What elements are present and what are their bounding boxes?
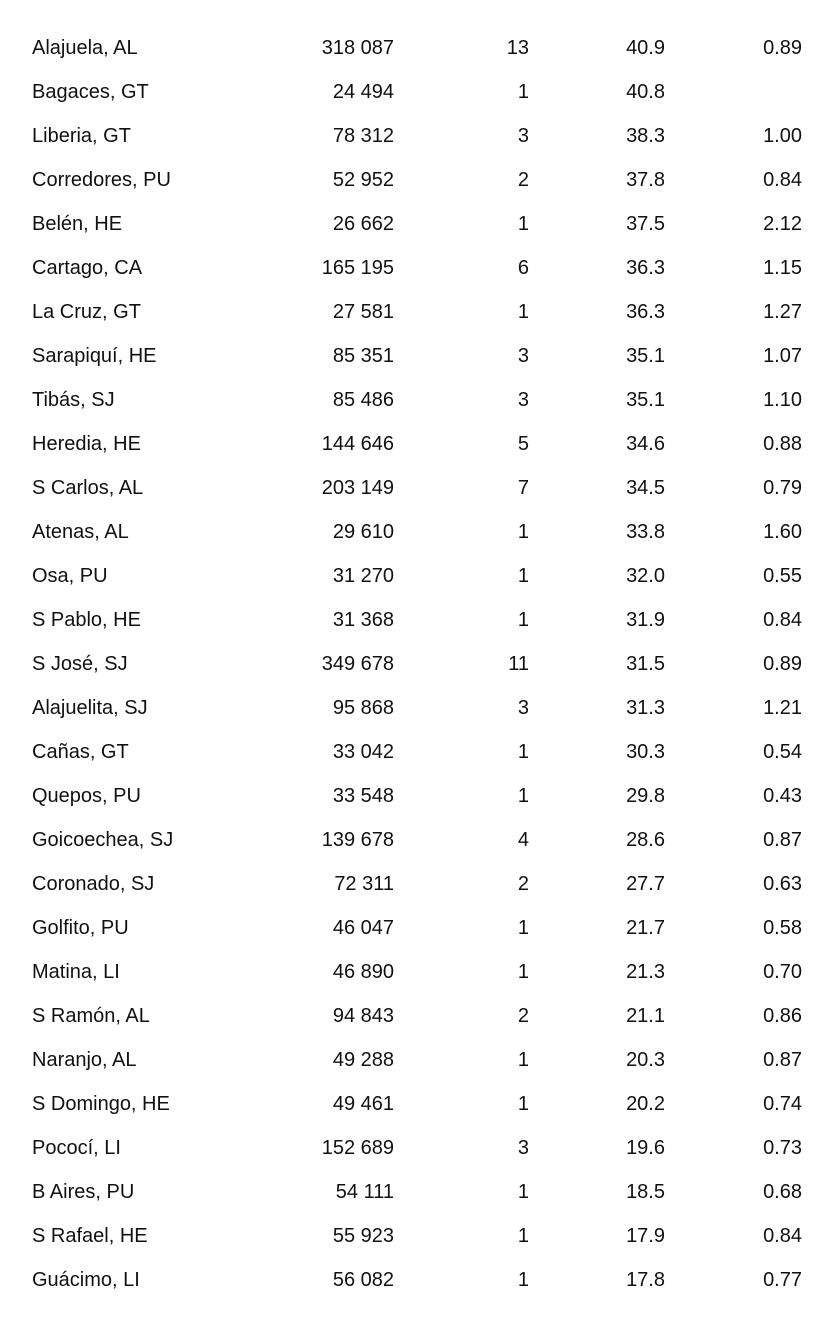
- population-cell: 27 581: [332, 301, 394, 323]
- count-cell: 4: [517, 829, 529, 851]
- canton-name: Naranjo, AL: [32, 1049, 137, 1071]
- table-row: [0, 466, 834, 510]
- canton-name: S Ramón, AL: [32, 1005, 150, 1027]
- canton-name: Alajuela, AL: [32, 37, 138, 59]
- rate-cell: 18.5: [626, 1181, 665, 1203]
- population-cell: 85 486: [332, 389, 394, 411]
- table-row: [0, 994, 834, 1038]
- rate-cell: 40.9: [626, 37, 665, 59]
- rate-cell: 40.8: [626, 81, 665, 103]
- ratio-cell: 0.89: [763, 653, 802, 675]
- count-cell: 1: [517, 213, 529, 235]
- table-row: [0, 202, 834, 246]
- canton-name: Bagaces, GT: [32, 81, 149, 103]
- rate-cell: 38.3: [626, 125, 665, 147]
- population-cell: 165 195: [321, 257, 394, 279]
- canton-name: Pococí, LI: [32, 1137, 121, 1159]
- canton-name: Tibás, SJ: [32, 389, 115, 411]
- ratio-cell: 1.60: [763, 521, 802, 543]
- ratio-cell: 0.70: [763, 961, 802, 983]
- rate-cell: 30.3: [626, 741, 665, 763]
- count-cell: 11: [508, 653, 529, 675]
- rate-cell: 20.2: [626, 1093, 665, 1115]
- ratio-cell: 0.54: [763, 741, 802, 763]
- count-cell: 1: [517, 1093, 529, 1115]
- canton-name: Corredores, PU: [32, 169, 171, 191]
- population-cell: 94 843: [332, 1005, 394, 1027]
- canton-name: Osa, PU: [32, 565, 108, 587]
- ratio-cell: 1.00: [763, 125, 802, 147]
- population-cell: 144 646: [321, 433, 394, 455]
- rate-cell: 19.6: [626, 1137, 665, 1159]
- population-cell: 46 047: [332, 917, 394, 939]
- count-cell: 1: [517, 785, 529, 807]
- rate-cell: 37.5: [626, 213, 665, 235]
- ratio-cell: 0.87: [763, 1049, 802, 1071]
- ratio-cell: 0.55: [763, 565, 802, 587]
- ratio-cell: 0.43: [763, 785, 802, 807]
- population-cell: 85 351: [332, 345, 394, 367]
- canton-name: S Pablo, HE: [32, 609, 141, 631]
- population-cell: 72 311: [334, 873, 394, 895]
- table-row: [0, 26, 834, 70]
- count-cell: 1: [517, 917, 529, 939]
- count-cell: 6: [517, 257, 529, 279]
- count-cell: 3: [517, 1137, 529, 1159]
- rate-cell: 21.7: [626, 917, 665, 939]
- ratio-cell: 1.27: [763, 301, 802, 323]
- rate-cell: 35.1: [626, 389, 665, 411]
- ratio-cell: 0.88: [763, 433, 802, 455]
- ratio-cell: 0.79: [763, 477, 802, 499]
- count-cell: 1: [517, 521, 529, 543]
- rate-cell: 33.8: [626, 521, 665, 543]
- rate-cell: 32.0: [626, 565, 665, 587]
- data-table: [0, 26, 834, 1302]
- rate-cell: 37.8: [626, 169, 665, 191]
- count-cell: 1: [517, 741, 529, 763]
- table-row: [0, 1126, 834, 1170]
- ratio-cell: 0.58: [763, 917, 802, 939]
- canton-name: Guácimo, LI: [32, 1269, 140, 1291]
- table-row: [0, 422, 834, 466]
- population-cell: 56 082: [332, 1269, 394, 1291]
- table-row: [0, 1170, 834, 1214]
- count-cell: 7: [517, 477, 529, 499]
- rate-cell: 17.9: [626, 1225, 665, 1247]
- table-row: [0, 950, 834, 994]
- ratio-cell: 1.15: [763, 257, 802, 279]
- count-cell: 1: [517, 609, 529, 631]
- canton-name: Coronado, SJ: [32, 873, 155, 895]
- rate-cell: 31.9: [626, 609, 665, 631]
- count-cell: 1: [517, 301, 529, 323]
- population-cell: 33 548: [332, 785, 394, 807]
- canton-name: Matina, LI: [32, 961, 120, 983]
- count-cell: 3: [517, 389, 529, 411]
- canton-name: S Domingo, HE: [32, 1093, 170, 1115]
- count-cell: 2: [517, 169, 529, 191]
- count-cell: 13: [506, 37, 529, 59]
- population-cell: 152 689: [321, 1137, 394, 1159]
- population-cell: 318 087: [321, 37, 394, 59]
- count-cell: 1: [517, 81, 529, 103]
- table-row: [0, 334, 834, 378]
- count-cell: 1: [517, 565, 529, 587]
- table-row: [0, 818, 834, 862]
- table-row: [0, 1082, 834, 1126]
- ratio-cell: 0.84: [763, 169, 802, 191]
- canton-name: Golfito, PU: [32, 917, 129, 939]
- table-row: [0, 1038, 834, 1082]
- table-row: [0, 774, 834, 818]
- table-row: [0, 598, 834, 642]
- canton-name: Belén, HE: [32, 213, 123, 235]
- ratio-cell: 0.87: [763, 829, 802, 851]
- population-cell: 54 111: [335, 1181, 394, 1203]
- population-cell: 33 042: [332, 741, 394, 763]
- table-row: [0, 246, 834, 290]
- table-row: [0, 906, 834, 950]
- canton-name: Cartago, CA: [32, 257, 143, 279]
- table-row: [0, 1214, 834, 1258]
- table-row: [0, 158, 834, 202]
- ratio-cell: 0.63: [763, 873, 802, 895]
- population-cell: 55 923: [332, 1225, 394, 1247]
- rate-cell: 17.8: [626, 1269, 665, 1291]
- rate-cell: 20.3: [626, 1049, 665, 1071]
- canton-name: Sarapiquí, HE: [32, 345, 157, 367]
- rate-cell: 21.1: [626, 1005, 665, 1027]
- population-cell: 26 662: [332, 213, 394, 235]
- population-cell: 203 149: [321, 477, 394, 499]
- canton-name: B Aires, PU: [32, 1181, 135, 1203]
- ratio-cell: 0.77: [763, 1269, 802, 1291]
- population-cell: 24 494: [332, 81, 394, 103]
- count-cell: 2: [517, 1005, 529, 1027]
- canton-name: Atenas, AL: [32, 521, 129, 543]
- ratio-cell: 1.21: [763, 697, 802, 719]
- count-cell: 5: [517, 433, 529, 455]
- count-cell: 1: [517, 961, 529, 983]
- table-row: [0, 686, 834, 730]
- population-cell: 78 312: [332, 125, 394, 147]
- population-cell: 52 952: [332, 169, 394, 191]
- table-row: [0, 290, 834, 334]
- population-cell: 46 890: [332, 961, 394, 983]
- table-row: [0, 70, 834, 114]
- population-cell: 49 288: [332, 1049, 394, 1071]
- rate-cell: 34.5: [626, 477, 665, 499]
- ratio-cell: 2.12: [763, 213, 802, 235]
- count-cell: 3: [517, 345, 529, 367]
- canton-name: Heredia, HE: [32, 433, 141, 455]
- canton-name: S José, SJ: [32, 653, 128, 675]
- table-row: [0, 510, 834, 554]
- ratio-cell: 0.84: [763, 609, 802, 631]
- population-cell: 49 461: [332, 1093, 394, 1115]
- rate-cell: 34.6: [626, 433, 665, 455]
- canton-name: S Carlos, AL: [32, 477, 144, 499]
- ratio-cell: 0.89: [763, 37, 802, 59]
- population-cell: 349 678: [321, 653, 394, 675]
- rate-cell: 36.3: [626, 257, 665, 279]
- rate-cell: 21.3: [626, 961, 665, 983]
- canton-name: Cañas, GT: [32, 741, 129, 763]
- rate-cell: 31.5: [626, 653, 665, 675]
- table-row: [0, 1258, 834, 1302]
- count-cell: 3: [517, 697, 529, 719]
- canton-name: Liberia, GT: [32, 125, 131, 147]
- rate-cell: 28.6: [626, 829, 665, 851]
- table-row: [0, 378, 834, 422]
- canton-name: S Rafael, HE: [32, 1225, 148, 1247]
- canton-name: Alajuelita, SJ: [32, 697, 148, 719]
- table-row: [0, 114, 834, 158]
- rate-cell: 35.1: [626, 345, 665, 367]
- count-cell: 1: [517, 1049, 529, 1071]
- count-cell: 3: [517, 125, 529, 147]
- canton-name: La Cruz, GT: [32, 301, 141, 323]
- rate-cell: 27.7: [626, 873, 665, 895]
- table-row: [0, 642, 834, 686]
- ratio-cell: 0.86: [763, 1005, 802, 1027]
- ratio-cell: 1.07: [763, 345, 802, 367]
- population-cell: 31 270: [332, 565, 394, 587]
- count-cell: 1: [517, 1225, 529, 1247]
- ratio-cell: 0.73: [763, 1137, 802, 1159]
- table-row: [0, 730, 834, 774]
- ratio-cell: 0.74: [763, 1093, 802, 1115]
- canton-name: Goicoechea, SJ: [32, 829, 174, 851]
- ratio-cell: 1.10: [763, 389, 802, 411]
- population-cell: 29 610: [332, 521, 394, 543]
- population-cell: 31 368: [332, 609, 394, 631]
- ratio-cell: 0.84: [763, 1225, 802, 1247]
- count-cell: 1: [517, 1269, 529, 1291]
- rate-cell: 29.8: [626, 785, 665, 807]
- rate-cell: 31.3: [626, 697, 665, 719]
- population-cell: 95 868: [332, 697, 394, 719]
- canton-name: Quepos, PU: [32, 785, 141, 807]
- table-row: [0, 554, 834, 598]
- rate-cell: 36.3: [626, 301, 665, 323]
- count-cell: 1: [517, 1181, 529, 1203]
- count-cell: 2: [517, 873, 529, 895]
- population-cell: 139 678: [321, 829, 394, 851]
- table-row: [0, 862, 834, 906]
- ratio-cell: 0.68: [763, 1181, 802, 1203]
